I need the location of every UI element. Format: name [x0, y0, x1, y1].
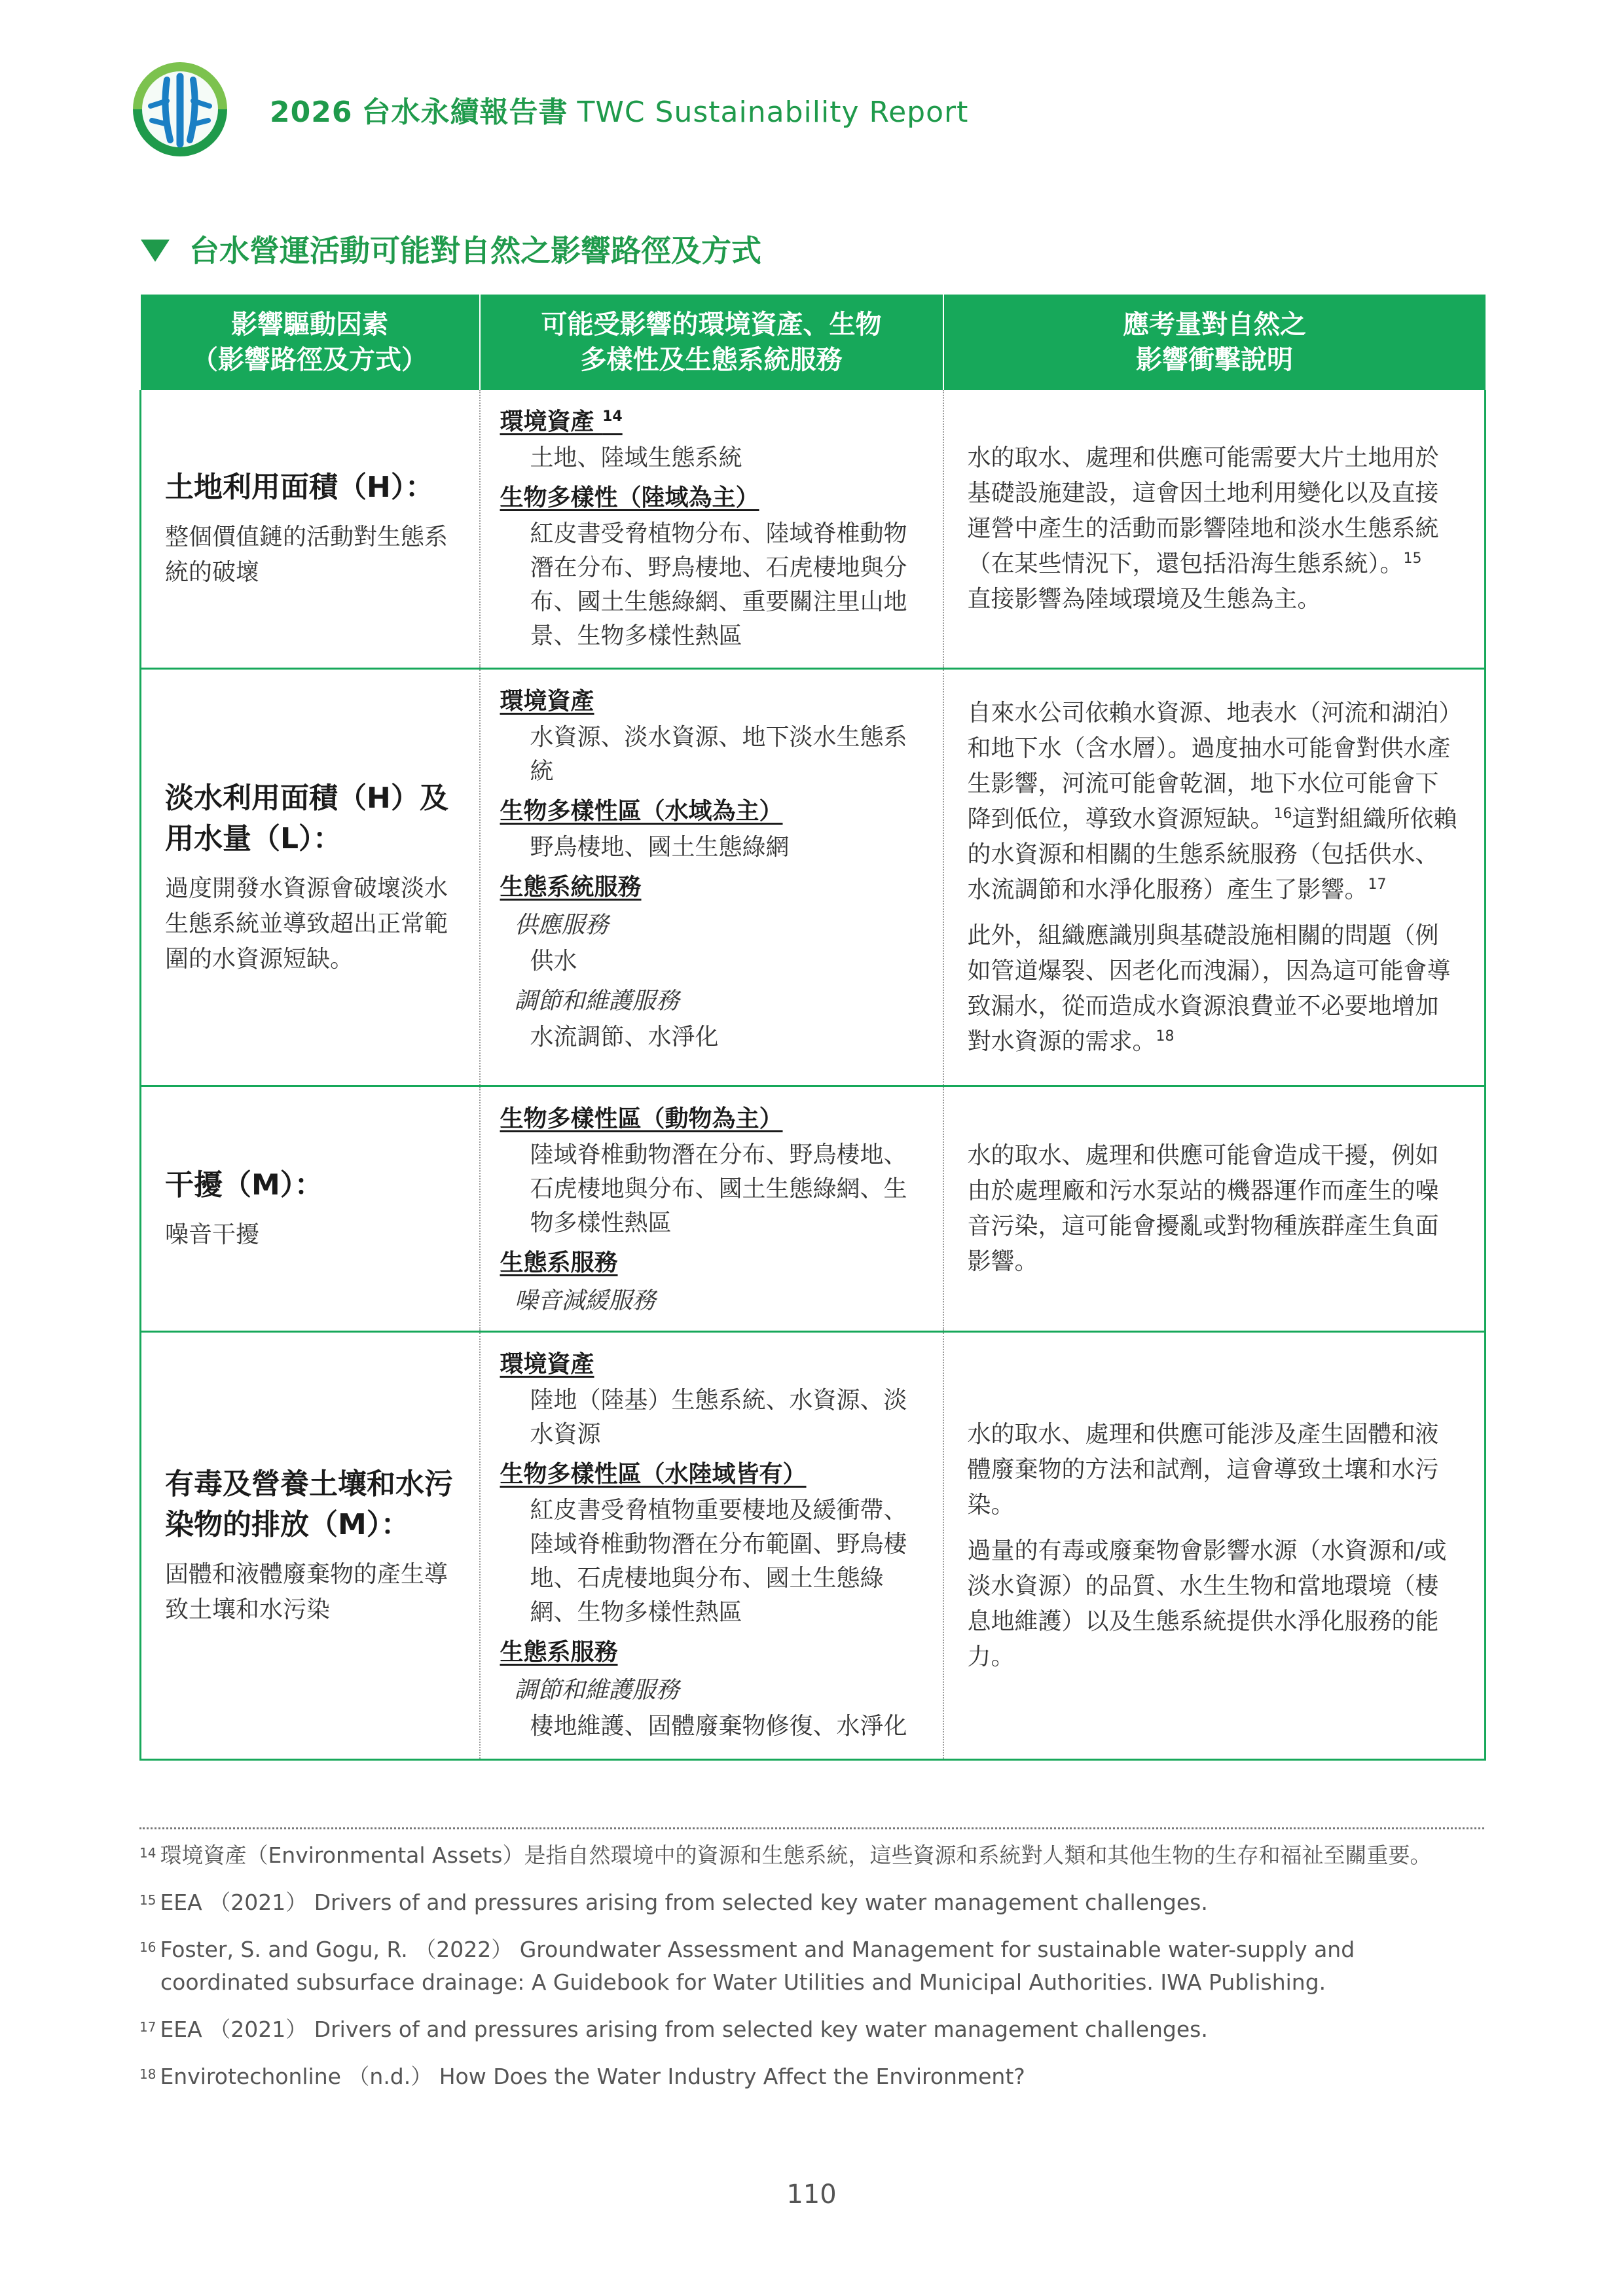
asset-category: 生態系統服務	[500, 874, 642, 901]
driver-desc: 固體和液體廢棄物的產生導致土壤和水污染	[165, 1560, 448, 1623]
assets-cell	[480, 1332, 943, 1760]
header-assets: 可能受影響的環境資產、生物 多樣性及生態系統服務	[480, 295, 943, 390]
section-title-text: 台水營運活動可能對自然之影響路徑及方式	[189, 233, 761, 268]
asset-subcategory: 調節和維護服務	[514, 1677, 680, 1704]
asset-category: 生態系服務	[500, 1639, 618, 1666]
asset-item: 紅皮書受脅植物分布、陸域脊椎動物潛在分布、野鳥棲地、石虎棲地與分布、國土生態綠網、重要關注里山地景、生物多樣性熱區	[530, 520, 907, 649]
asset-item: 供水	[530, 948, 577, 975]
report-title-en: TWC Sustainability Report	[577, 96, 969, 129]
footnote-ref: 16	[1273, 805, 1292, 822]
footnotes	[139, 1839, 1484, 2108]
impact-cell	[943, 1086, 1486, 1332]
footnote: $^{15}$ EEA （2021） Drivers of and pressures arising from selected key water management challenges.	[139, 1890, 1208, 1915]
page-number: 110	[786, 2179, 837, 2210]
impact-paragraph: 水的取水、處理和供應可能涉及產生固體和液體廢棄物的方法和試劑，這會導致土壤和水污染。	[967, 1420, 1439, 1518]
impact-table	[139, 295, 1486, 1761]
asset-category: 生物多樣性區（水域為主）	[500, 798, 783, 825]
footnote: $^{14}$ 環境資產（Environmental Assets）是指自然環境中的資源和生態系統，這些資源和系統對人類和其他生物的生存和福祉至關重要。	[139, 1842, 1432, 1868]
impact-cell	[943, 390, 1486, 669]
asset-category: 生物多樣性（陸域為主）	[500, 484, 759, 511]
triangle-down-icon	[141, 240, 170, 262]
impact-paragraph: 水的取水、處理和供應可能需要大片土地用於基礎設施建設，這會因土地利用變化以及直接運營中產生的活動而影響陸地和淡水生態系統（在某些情況下，還包括沿海生態系統）。$^{15}$ 直接影響為陸域環境及生態為主。	[967, 444, 1439, 613]
footnote-ref: 14	[602, 408, 623, 425]
driver-cell	[141, 669, 480, 1086]
footnote-ref: 15	[1403, 550, 1422, 567]
footnote-divider	[139, 1827, 1484, 1829]
driver-title: 有毒及營養土壤和水污染物的排放（M）：	[165, 1467, 453, 1541]
asset-item: 紅皮書受脅植物重要棲地及緩衝帶、陸域脊椎動物潛在分布範圍、野鳥棲地、石虎棲地與分布、國土生態綠網、生物多樣性熱區	[530, 1497, 907, 1626]
driver-title: 淡水利用面積（H）及用水量（L）：	[165, 781, 448, 855]
assets-cell	[480, 390, 943, 669]
asset-category: 生態系服務	[500, 1249, 618, 1276]
asset-category: 環境資產 $^{14}$	[500, 408, 623, 435]
twc-logo-icon	[131, 60, 229, 158]
section-title	[141, 227, 761, 270]
footnote-ref: 17	[1368, 876, 1387, 893]
impact-paragraph: 自來水公司依賴水資源、地表水（河流和湖泊）和地下水（含水層）。過度抽水可能會對供水產生影響，河流可能會乾涸，地下水位可能會下降到低位，導致水資源短缺。$^{16}$這對組織所依賴的水資源和相關的生態系統服務（包括供水、水流調節和水淨化服務）產生了影響。$^{17}$	[967, 699, 1457, 903]
table-row	[141, 1332, 1486, 1760]
asset-category: 生物多樣性區（水陸域皆有）	[500, 1461, 807, 1488]
driver-cell	[141, 1332, 480, 1760]
asset-category: 生物多樣性區（動物為主）	[500, 1105, 783, 1132]
table-row	[141, 390, 1486, 669]
asset-item: 土地、陸域生態系統	[530, 444, 742, 471]
report-header	[131, 60, 968, 158]
driver-desc: 整個價值鏈的活動對生態系統的破壞	[165, 524, 448, 586]
asset-item: 水流調節、水淨化	[530, 1024, 719, 1050]
footnote: $^{18}$ Envirotechonline （n.d.） How Does the Water Industry Affect the Environment?	[139, 2064, 1025, 2089]
driver-desc: 噪音干擾	[165, 1221, 260, 1248]
footnote: $^{17}$ EEA （2021） Drivers of and pressures arising from selected key water management challenges.	[139, 2017, 1208, 2042]
asset-item: 野鳥棲地、國土生態綠網	[530, 834, 790, 861]
driver-desc: 過度開發水資源會破壞淡水生態系統並導致超出正常範圍的水資源短缺。	[165, 874, 448, 973]
asset-category: 環境資產	[500, 688, 594, 715]
footnote-ref: 18	[1156, 1028, 1175, 1045]
impact-paragraph: 此外，組織應識別與基礎設施相關的問題（例如管道爆裂、因老化而洩漏），因為這可能會導致漏水，從而造成水資源浪費並不必要地增加對水資源的需求。$^{18}$	[967, 922, 1451, 1055]
impact-paragraph: 水的取水、處理和供應可能會造成干擾，例如由於處理廠和污水泵站的機器運作而產生的噪音污染，這可能會擾亂或對物種族群產生負面影響。	[967, 1142, 1439, 1275]
impact-cell	[943, 1332, 1486, 1760]
driver-title: 土地利用面積（H）：	[165, 471, 434, 504]
asset-subcategory: 調節和維護服務	[514, 988, 680, 1014]
asset-item: 水資源、淡水資源、地下淡水生態系統	[530, 724, 907, 785]
asset-category: 環境資產	[500, 1351, 594, 1378]
footnote: $^{16}$ Foster, S. and Gogu, R. （2022） Groundwater Assessment and Management for sustainable water-supply and coordinated subsurface drainage: A Guidebook for Water Utilities and Municipal Authorities. IWA Publishing.	[139, 1937, 1355, 1995]
report-year: 2026	[270, 96, 353, 129]
table-row	[141, 1086, 1486, 1332]
header-drivers: 影響驅動因素 （影響路徑及方式）	[141, 295, 480, 390]
impact-cell	[943, 669, 1486, 1086]
table-row	[141, 669, 1486, 1086]
asset-item: 陸域脊椎動物潛在分布、野鳥棲地、石虎棲地與分布、國土生態綠網、生物多樣性熱區	[530, 1141, 907, 1236]
assets-cell	[480, 1086, 943, 1332]
asset-item: 陸地（陸基）生態系統、水資源、淡水資源	[530, 1387, 907, 1448]
driver-cell	[141, 390, 480, 669]
report-title	[270, 88, 968, 130]
asset-subcategory: 噪音減緩服務	[514, 1287, 656, 1314]
report-title-zh: 台水永續報告書	[361, 96, 568, 129]
driver-title: 干擾（M）：	[165, 1168, 323, 1202]
impact-paragraph: 過量的有毒或廢棄物會影響水源（水資源和/或淡水資源）的品質、水生生物和當地環境（棲息地維護）以及生態系統提供水淨化服務的能力。	[967, 1537, 1447, 1670]
assets-cell	[480, 669, 943, 1086]
asset-item: 棲地維護、固體廢棄物修復、水淨化	[530, 1713, 907, 1740]
driver-cell	[141, 1086, 480, 1332]
asset-subcategory: 供應服務	[514, 912, 609, 939]
header-impact: 應考量對自然之 影響衝擊說明	[943, 295, 1486, 390]
